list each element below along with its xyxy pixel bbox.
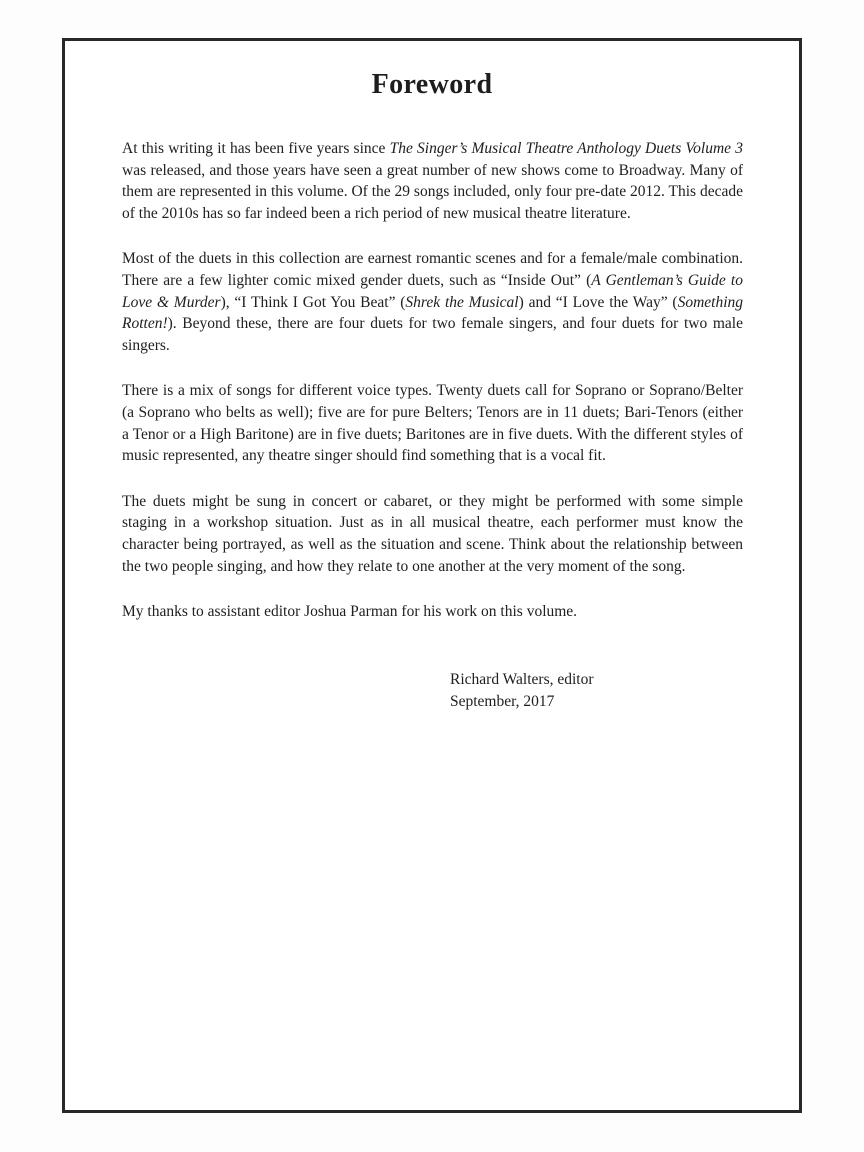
body-text: The duets might be sung in concert or cabaret, or they might be performed with some simple staging in a workshop situation. Just as in all musical theatre, each performer must know the character being portrayed, as well as the situation and scene. Think about the relationship between the two people singing, and how they relate to one another at the very moment of the song. — [122, 492, 743, 575]
italic-title-text: A Gentleman’s Guide to Love & Murder — [122, 271, 743, 311]
signature-block — [450, 669, 799, 713]
body-text: There is a mix of songs for different voice types. Twenty duets call for Soprano or Soprano/Belter (a Soprano who belts as well); five are for pure Belters; Tenors are in 11 duets; Bari-Tenors (either a Tenor or a High Baritone) are in five duets; Baritones are in five duets. With the different styles of music represented, any theatre singer should find something that is a vocal fit. — [122, 382, 743, 465]
foreword-paragraph — [122, 601, 743, 623]
foreword-paragraph — [122, 138, 743, 224]
signature-date-line: September, 2017 — [450, 692, 555, 710]
foreword-paragraph — [122, 380, 743, 466]
page-title: Foreword — [371, 69, 493, 100]
page-border-frame — [62, 38, 802, 1113]
signature-editor-line: Richard Walters, editor — [450, 670, 594, 688]
body-text: Most of the duets in this collection are earnest romantic scenes and for a female/male combination. There are a few lighter comic mixed gender duets, such as “Inside Out” ( — [122, 250, 743, 289]
foreword-paragraphs — [122, 138, 743, 623]
italic-title-text: The Singer’s Musical Theatre Anthology Duets Volume 3 — [389, 140, 743, 157]
body-text: My thanks to assistant editor Joshua Parman for his work on this volume. — [122, 603, 578, 621]
body-text: At this writing it has been five years since — [122, 140, 390, 157]
italic-title-text: Shrek the Musical — [405, 293, 519, 311]
body-text: ), “I Think I Got You Beat” ( — [220, 293, 406, 311]
body-text: ). Beyond these, there are four duets for two female singers, and four duets for two male singers. — [122, 315, 743, 354]
body-text: was released, and those years have seen a great number of new shows come to Broadway. Many of them are represented in this volume. Of the 29 songs included, only four pre-date 2012. This decade of the 2010s has so far indeed been a rich period of new musical theatre literature. — [122, 161, 743, 222]
foreword-paragraph — [122, 491, 743, 577]
foreword-paragraph — [122, 248, 743, 356]
italic-title-text: Something Rotten! — [122, 293, 743, 333]
body-text: ) and “I Love the Way” ( — [518, 293, 678, 311]
